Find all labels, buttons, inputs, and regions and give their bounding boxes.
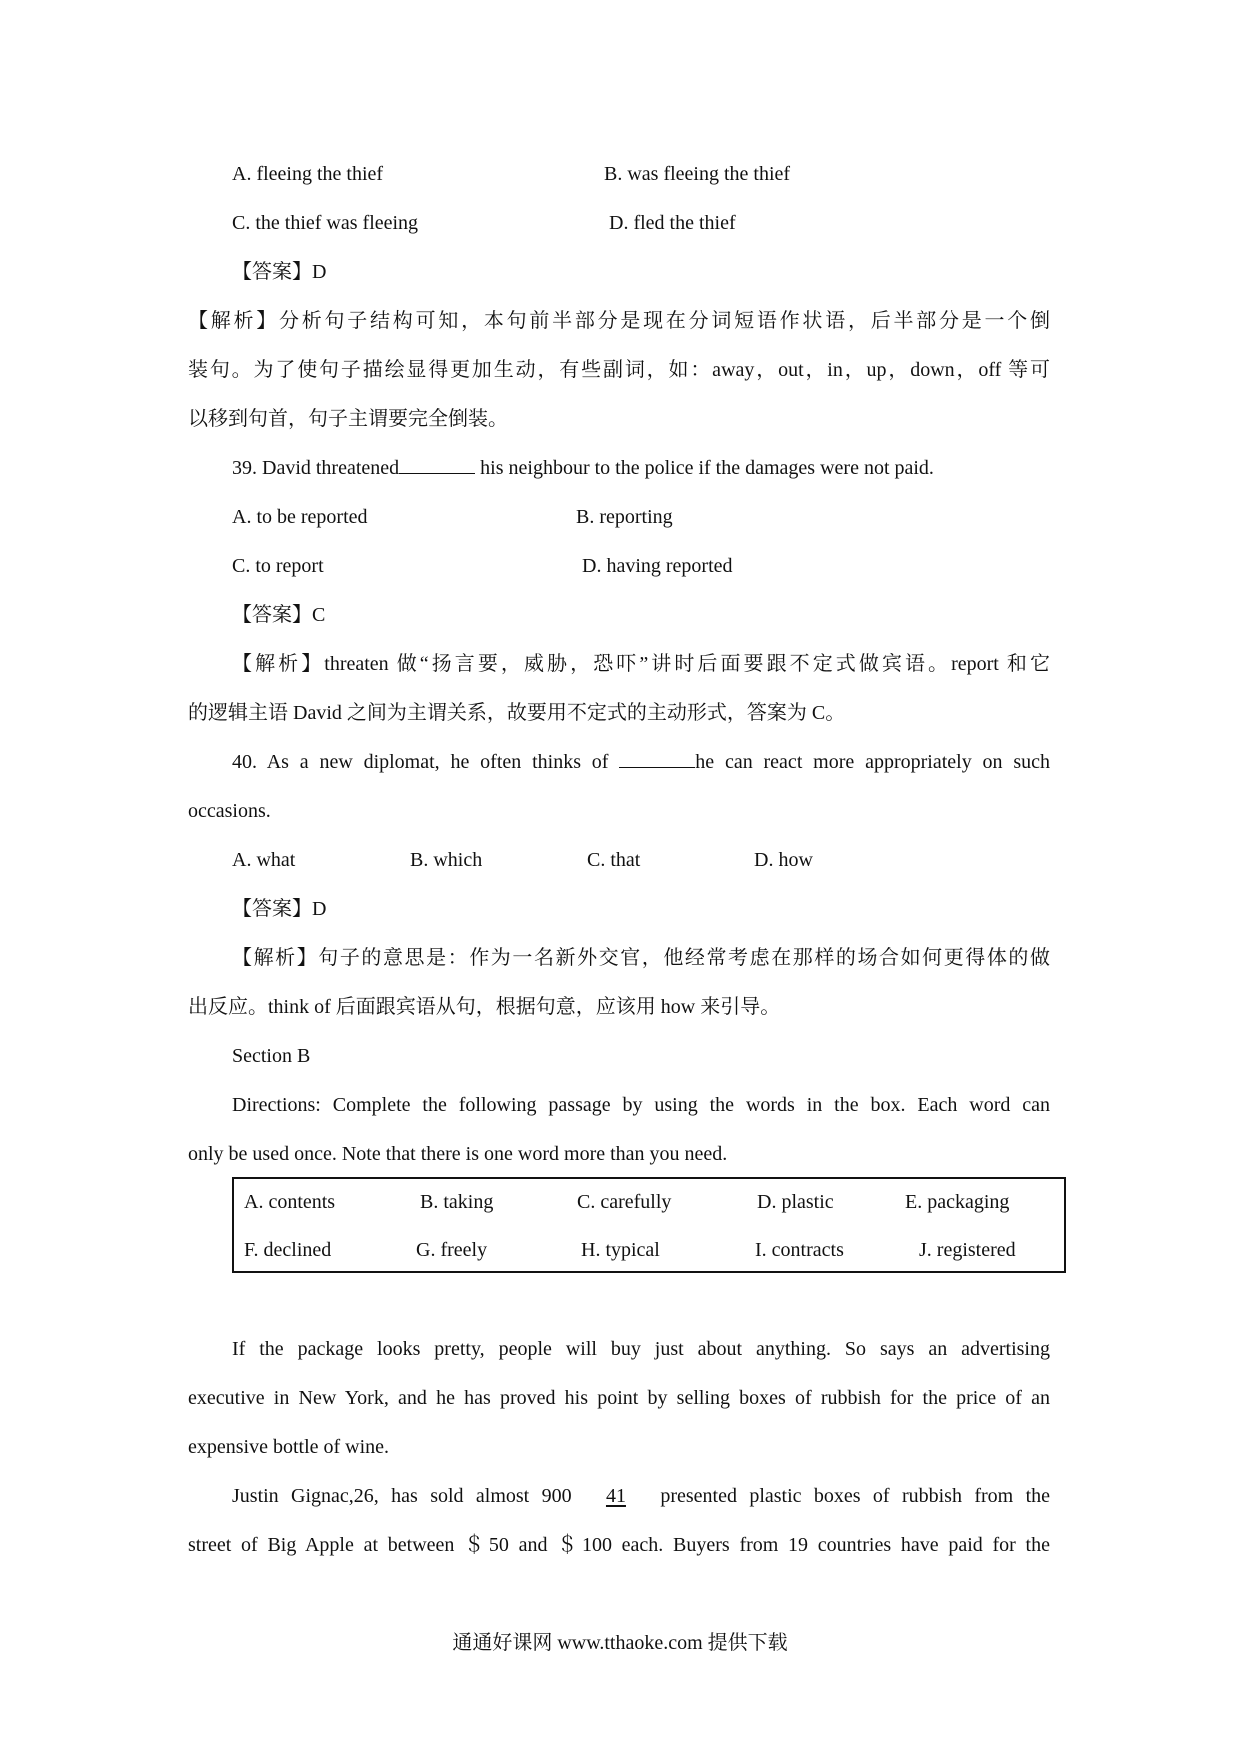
q40-option-a: A. what: [232, 849, 296, 871]
passage-para2-after: presented plastic boxes of rubbish from the: [647, 1485, 1051, 1507]
q38-option-d: D. fled the thief: [609, 212, 736, 234]
section-title: Section B: [232, 1045, 311, 1067]
q40-option-b: B. which: [410, 849, 483, 871]
word-a: A. contents: [244, 1191, 336, 1213]
word-c: C. carefully: [577, 1191, 672, 1213]
q40-stem-after: he can react more appropriately on such: [695, 751, 1050, 773]
q38-answer: 【答案】D: [232, 261, 327, 283]
q40-answer: 【答案】D: [232, 898, 327, 920]
q40-option-c: C. that: [587, 849, 641, 871]
q40-stem-before: 40. As a new diplomat, he often thinks of: [232, 751, 620, 773]
word-box: [232, 1177, 1066, 1273]
q39-analysis-line-2: 的逻辑主语 David 之间为主谓关系，故要用不定式的主动形式，答案为 C。: [188, 702, 846, 724]
q40-blank: [619, 749, 695, 768]
q39-option-d: D. having reported: [582, 555, 733, 577]
word-e: E. packaging: [905, 1191, 1010, 1213]
q39-blank: [399, 455, 475, 474]
word-i: I. contracts: [755, 1239, 844, 1261]
passage-para2-before: Justin Gignac,26, has sold almost 900: [232, 1485, 584, 1507]
q40-option-d: D. how: [754, 849, 813, 871]
passage-para1-line-1: If the package looks pretty, people will buy just about anything. So says an advertising: [232, 1338, 1050, 1360]
passage-para1-line-3: expensive bottle of wine.: [188, 1436, 390, 1458]
blank-41: 41: [605, 1485, 626, 1507]
q40-stem-line-2: occasions.: [188, 800, 271, 822]
passage-para1-line-2: executive in New York, and he has proved his point by selling boxes of rubbish for the price of an: [188, 1387, 1050, 1409]
q39-option-c: C. to report: [232, 555, 324, 577]
q39-answer: 【答案】C: [232, 604, 326, 626]
footer: 通通好课网 www.tthaoke.com 提供下载: [452, 1632, 788, 1654]
passage-para2-line-2: street of Big Apple at between ＄50 and ＄100 each. Buyers from 19 countries have paid for the: [188, 1534, 1050, 1556]
q38-analysis-line-1: 【解析】分析句子结构可知，本句前半部分是现在分词短语作状语，后半部分是一个倒: [188, 310, 1050, 332]
directions-line-2: only be used once. Note that there is one word more than you need.: [188, 1143, 728, 1165]
q40-analysis-line-1: 【解析】句子的意思是：作为一名新外交官，他经常考虑在那样的场合如何更得体的做: [232, 947, 1050, 969]
word-f: F. declined: [244, 1239, 332, 1261]
q39-stem-after: his neighbour to the police if the damages were not paid.: [475, 457, 934, 479]
q39-analysis-line-1: 【解析】threaten 做“扬言要，威胁，恐吓”讲时后面要跟不定式做宾语。report 和它: [232, 653, 1050, 675]
word-h: H. typical: [581, 1239, 660, 1261]
q39-stem: [232, 454, 934, 482]
word-d: D. plastic: [757, 1191, 834, 1213]
q39-option-b: B. reporting: [576, 506, 673, 528]
q39-stem-before: 39. David threatened: [232, 457, 400, 479]
q38-option-a: A. fleeing the thief: [232, 163, 384, 185]
passage-para2-line-1: [232, 1482, 1050, 1510]
word-b: B. taking: [420, 1191, 494, 1213]
directions-line-1: Directions: Complete the following passage by using the words in the box. Each word can: [232, 1094, 1050, 1116]
q38-analysis-line-2: 装句。为了使句子描绘显得更加生动，有些副词，如：away，out，in，up，down，off 等可: [188, 359, 1050, 381]
q38-option-c: C. the thief was fleeing: [232, 212, 419, 234]
word-j: J. registered: [919, 1239, 1016, 1261]
q38-analysis-line-3: 以移到句首，句子主谓要完全倒装。: [188, 408, 508, 430]
q40-analysis-line-2: 出反应。think of 后面跟宾语从句，根据句意，应该用 how 来引导。: [188, 996, 781, 1018]
word-g: G. freely: [416, 1239, 488, 1261]
q39-option-a: A. to be reported: [232, 506, 368, 528]
q40-stem: [232, 748, 1050, 776]
q38-option-b: B. was fleeing the thief: [604, 163, 791, 185]
